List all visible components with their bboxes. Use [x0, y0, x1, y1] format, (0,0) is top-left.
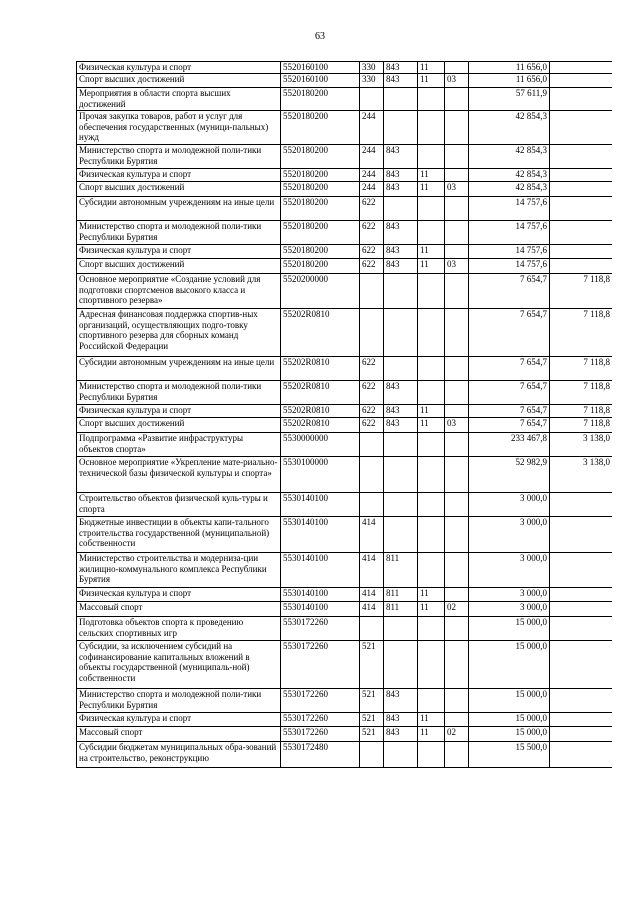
- section-cell: [418, 309, 445, 357]
- subsection-cell: 03: [445, 259, 469, 274]
- amount-next-year-cell: 7 118,8: [550, 381, 613, 405]
- row-name-cell: Массовый спорт: [77, 727, 281, 742]
- section-cell: [418, 742, 445, 768]
- section-cell: 11: [418, 727, 445, 742]
- target-code-cell: 55202R0810: [281, 381, 360, 405]
- subsection-cell: 02: [445, 727, 469, 742]
- subsection-cell: [445, 381, 469, 405]
- table-row: [77, 493, 613, 517]
- table-row: [77, 111, 613, 145]
- amount-cell: 15 500,0: [469, 742, 550, 768]
- expense-type-cell: 622: [360, 405, 384, 418]
- amount-cell: 14 757,6: [469, 259, 550, 274]
- row-name-cell: Субсидии автономным учреждениям на иные цели: [77, 357, 281, 381]
- subsection-cell: [445, 713, 469, 727]
- department-cell: [384, 88, 418, 111]
- row-name-cell: Подготовка объектов спорта к проведению сельских спортивных игр: [77, 617, 281, 641]
- expense-type-cell: [360, 88, 384, 111]
- amount-next-year-cell: [550, 245, 613, 259]
- target-code-cell: 5520160100: [281, 74, 360, 88]
- amount-next-year-cell: [550, 641, 613, 689]
- target-code-cell: 5530172260: [281, 641, 360, 689]
- amount-next-year-cell: [550, 197, 613, 221]
- expense-type-cell: 414: [360, 602, 384, 617]
- section-cell: 11: [418, 602, 445, 617]
- department-cell: [384, 309, 418, 357]
- expense-type-cell: 521: [360, 689, 384, 713]
- amount-cell: 42 854,3: [469, 182, 550, 197]
- amount-cell: 3 000,0: [469, 517, 550, 553]
- row-name-cell: Прочая закупка товаров, работ и услуг для обеспечения государственных (муници-пальных) нужд: [77, 111, 281, 145]
- target-code-cell: 5520200000: [281, 274, 360, 309]
- department-cell: 843: [384, 62, 418, 74]
- expense-type-cell: 414: [360, 553, 384, 588]
- section-cell: 11: [418, 418, 445, 433]
- section-cell: [418, 197, 445, 221]
- department-cell: [384, 111, 418, 145]
- target-code-cell: 5520180200: [281, 259, 360, 274]
- amount-cell: 7 654,7: [469, 357, 550, 381]
- amount-next-year-cell: 7 118,8: [550, 405, 613, 418]
- target-code-cell: 5520180200: [281, 182, 360, 197]
- section-cell: [418, 433, 445, 457]
- amount-next-year-cell: 7 118,8: [550, 274, 613, 309]
- subsection-cell: [445, 357, 469, 381]
- department-cell: [384, 357, 418, 381]
- amount-next-year-cell: [550, 145, 613, 169]
- row-name-cell: Мероприятия в области спорта высших достижений: [77, 88, 281, 111]
- department-cell: 843: [384, 259, 418, 274]
- amount-cell: 7 654,7: [469, 418, 550, 433]
- department-cell: [384, 493, 418, 517]
- table-row: [77, 742, 613, 768]
- expense-type-cell: 622: [360, 197, 384, 221]
- table-row: [77, 145, 613, 169]
- amount-cell: 3 000,0: [469, 588, 550, 602]
- row-name-cell: Министерство спорта и молодежной поли-тики Республики Бурятия: [77, 221, 281, 245]
- expense-type-cell: 622: [360, 259, 384, 274]
- expense-type-cell: [360, 309, 384, 357]
- row-name-cell: Спорт высших достижений: [77, 259, 281, 274]
- expense-type-cell: [360, 493, 384, 517]
- amount-cell: 3 000,0: [469, 493, 550, 517]
- department-cell: [384, 274, 418, 309]
- row-name-cell: Физическая культура и спорт: [77, 405, 281, 418]
- amount-cell: 15 000,0: [469, 689, 550, 713]
- expense-type-cell: 414: [360, 517, 384, 553]
- target-code-cell: 55202R0810: [281, 418, 360, 433]
- department-cell: [384, 641, 418, 689]
- section-cell: [418, 641, 445, 689]
- table-row: [77, 169, 613, 182]
- section-cell: 11: [418, 713, 445, 727]
- row-name-cell: Бюджетные инвестиции в объекты капи-тального строительства государственной (муниципальной) собственности: [77, 517, 281, 553]
- row-name-cell: Спорт высших достижений: [77, 182, 281, 197]
- section-cell: [418, 689, 445, 713]
- amount-cell: 11 656,0: [469, 74, 550, 88]
- target-code-cell: 5530140100: [281, 553, 360, 588]
- row-name-cell: Субсидии бюджетам муниципальных обра-зований на строительство, реконструкцию: [77, 742, 281, 768]
- department-cell: 843: [384, 713, 418, 727]
- subsection-cell: [445, 169, 469, 182]
- department-cell: 843: [384, 405, 418, 418]
- section-cell: [418, 553, 445, 588]
- expense-type-cell: 622: [360, 357, 384, 381]
- amount-next-year-cell: [550, 602, 613, 617]
- expense-type-cell: 622: [360, 418, 384, 433]
- table-row: [77, 617, 613, 641]
- table-row: [77, 641, 613, 689]
- amount-next-year-cell: [550, 742, 613, 768]
- row-name-cell: Физическая культура и спорт: [77, 169, 281, 182]
- department-cell: 843: [384, 418, 418, 433]
- target-code-cell: 5530172260: [281, 727, 360, 742]
- expense-type-cell: 244: [360, 145, 384, 169]
- amount-cell: 7 654,7: [469, 309, 550, 357]
- expense-type-cell: 244: [360, 111, 384, 145]
- amount-next-year-cell: [550, 588, 613, 602]
- table-row: [77, 418, 613, 433]
- amount-cell: 14 757,6: [469, 197, 550, 221]
- subsection-cell: [445, 62, 469, 74]
- amount-next-year-cell: 7 118,8: [550, 418, 613, 433]
- subsection-cell: [445, 197, 469, 221]
- page-number: 63: [315, 31, 325, 42]
- target-code-cell: 5530140100: [281, 517, 360, 553]
- amount-cell: 15 000,0: [469, 641, 550, 689]
- amount-cell: 52 982,9: [469, 457, 550, 493]
- section-cell: [418, 88, 445, 111]
- section-cell: [418, 517, 445, 553]
- department-cell: 843: [384, 727, 418, 742]
- amount-next-year-cell: [550, 553, 613, 588]
- section-cell: 11: [418, 259, 445, 274]
- expense-type-cell: 622: [360, 245, 384, 259]
- table-row: [77, 309, 613, 357]
- table-row: [77, 245, 613, 259]
- amount-next-year-cell: [550, 221, 613, 245]
- row-name-cell: Министерство спорта и молодежной поли-тики Республики Бурятия: [77, 689, 281, 713]
- section-cell: 11: [418, 169, 445, 182]
- section-cell: 11: [418, 74, 445, 88]
- expense-type-cell: 244: [360, 169, 384, 182]
- amount-next-year-cell: [550, 259, 613, 274]
- subsection-cell: [445, 274, 469, 309]
- amount-next-year-cell: [550, 182, 613, 197]
- amount-next-year-cell: 7 118,8: [550, 309, 613, 357]
- expense-type-cell: 244: [360, 182, 384, 197]
- target-code-cell: 5530172260: [281, 689, 360, 713]
- amount-next-year-cell: [550, 74, 613, 88]
- table-row: [77, 713, 613, 727]
- subsection-cell: [445, 309, 469, 357]
- amount-next-year-cell: [550, 62, 613, 74]
- amount-next-year-cell: [550, 517, 613, 553]
- amount-cell: 57 611,9: [469, 88, 550, 111]
- expense-type-cell: 330: [360, 62, 384, 74]
- table-row: [77, 274, 613, 309]
- table-row: [77, 182, 613, 197]
- row-name-cell: Физическая культура и спорт: [77, 245, 281, 259]
- subsection-cell: [445, 553, 469, 588]
- amount-next-year-cell: [550, 493, 613, 517]
- amount-next-year-cell: [550, 689, 613, 713]
- target-code-cell: 5530172480: [281, 742, 360, 768]
- department-cell: [384, 197, 418, 221]
- subsection-cell: [445, 88, 469, 111]
- table-row: [77, 221, 613, 245]
- subsection-cell: 03: [445, 418, 469, 433]
- amount-cell: 42 854,3: [469, 111, 550, 145]
- table-row: [77, 433, 613, 457]
- row-name-cell: Основное мероприятие «Создание условий для подготовки спортсменов высокого класса и спортивного резерва»: [77, 274, 281, 309]
- amount-next-year-cell: [550, 727, 613, 742]
- subsection-cell: [445, 742, 469, 768]
- row-name-cell: Строительство объектов физической куль-туры и спорта: [77, 493, 281, 517]
- target-code-cell: 5530100000: [281, 457, 360, 493]
- row-name-cell: Основное мероприятие «Укрепление мате-риально-технической базы физической культуры и спорта»: [77, 457, 281, 493]
- table-row: [77, 457, 613, 493]
- table-row: [77, 517, 613, 553]
- section-cell: [418, 274, 445, 309]
- department-cell: 843: [384, 74, 418, 88]
- target-code-cell: 5530140100: [281, 602, 360, 617]
- amount-cell: 7 654,7: [469, 274, 550, 309]
- department-cell: [384, 517, 418, 553]
- section-cell: 11: [418, 62, 445, 74]
- row-name-cell: Физическая культура и спорт: [77, 588, 281, 602]
- amount-next-year-cell: 3 138,0: [550, 433, 613, 457]
- target-code-cell: 5530140100: [281, 493, 360, 517]
- section-cell: [418, 617, 445, 641]
- table-row: [77, 357, 613, 381]
- row-name-cell: Массовый спорт: [77, 602, 281, 617]
- section-cell: [418, 493, 445, 517]
- subsection-cell: [445, 221, 469, 245]
- target-code-cell: 55202R0810: [281, 309, 360, 357]
- budget-table: [76, 61, 612, 768]
- department-cell: 811: [384, 588, 418, 602]
- amount-cell: 15 000,0: [469, 727, 550, 742]
- amount-cell: 14 757,6: [469, 245, 550, 259]
- department-cell: 843: [384, 221, 418, 245]
- table-row: [77, 689, 613, 713]
- target-code-cell: 5530140100: [281, 588, 360, 602]
- expense-type-cell: 521: [360, 727, 384, 742]
- row-name-cell: Министерство спорта и молодежной поли-тики Республики Бурятия: [77, 381, 281, 405]
- table-row: [77, 602, 613, 617]
- amount-cell: 11 656,0: [469, 62, 550, 74]
- department-cell: 843: [384, 689, 418, 713]
- row-name-cell: Министерство строительства и модерниза-ции жилищно-коммунального комплекса Республики Бурятия: [77, 553, 281, 588]
- amount-next-year-cell: 7 118,8: [550, 357, 613, 381]
- amount-next-year-cell: [550, 617, 613, 641]
- section-cell: 11: [418, 588, 445, 602]
- expense-type-cell: [360, 274, 384, 309]
- row-name-cell: Министерство спорта и молодежной поли-тики Республики Бурятия: [77, 145, 281, 169]
- subsection-cell: [445, 641, 469, 689]
- department-cell: 811: [384, 602, 418, 617]
- expense-type-cell: [360, 433, 384, 457]
- row-name-cell: Физическая культура и спорт: [77, 62, 281, 74]
- expense-type-cell: 521: [360, 641, 384, 689]
- amount-cell: 15 000,0: [469, 713, 550, 727]
- amount-cell: 7 654,7: [469, 381, 550, 405]
- amount-cell: 15 000,0: [469, 617, 550, 641]
- subsection-cell: [445, 245, 469, 259]
- table-row: [77, 259, 613, 274]
- department-cell: 843: [384, 145, 418, 169]
- row-name-cell: Субсидии, за исключением субсидий на софинансирование капитальных вложений в объекты государственной (муниципаль-ной) собственности: [77, 641, 281, 689]
- subsection-cell: [445, 111, 469, 145]
- amount-next-year-cell: 3 138,0: [550, 457, 613, 493]
- target-code-cell: 5520180200: [281, 145, 360, 169]
- amount-next-year-cell: [550, 111, 613, 145]
- expense-type-cell: 330: [360, 74, 384, 88]
- department-cell: [384, 617, 418, 641]
- amount-next-year-cell: [550, 88, 613, 111]
- department-cell: 843: [384, 245, 418, 259]
- section-cell: [418, 457, 445, 493]
- target-code-cell: 5520160100: [281, 62, 360, 74]
- target-code-cell: 55202R0810: [281, 405, 360, 418]
- target-code-cell: 5520180200: [281, 245, 360, 259]
- amount-next-year-cell: [550, 169, 613, 182]
- row-name-cell: Субсидии автономным учреждениям на иные цели: [77, 197, 281, 221]
- amount-cell: 7 654,7: [469, 405, 550, 418]
- target-code-cell: 5530000000: [281, 433, 360, 457]
- amount-cell: 42 854,3: [469, 145, 550, 169]
- target-code-cell: 5530172260: [281, 617, 360, 641]
- department-cell: [384, 433, 418, 457]
- amount-cell: 42 854,3: [469, 169, 550, 182]
- subsection-cell: [445, 588, 469, 602]
- section-cell: 11: [418, 245, 445, 259]
- table-row: [77, 74, 613, 88]
- subsection-cell: 02: [445, 602, 469, 617]
- subsection-cell: [445, 457, 469, 493]
- subsection-cell: [445, 145, 469, 169]
- subsection-cell: 03: [445, 74, 469, 88]
- subsection-cell: [445, 689, 469, 713]
- target-code-cell: 55202R0810: [281, 357, 360, 381]
- row-name-cell: Спорт высших достижений: [77, 418, 281, 433]
- amount-cell: 3 000,0: [469, 553, 550, 588]
- amount-cell: 3 000,0: [469, 602, 550, 617]
- target-code-cell: 5530172260: [281, 713, 360, 727]
- amount-cell: 233 467,8: [469, 433, 550, 457]
- table-row: [77, 88, 613, 111]
- target-code-cell: 5520180200: [281, 197, 360, 221]
- expense-type-cell: [360, 617, 384, 641]
- subsection-cell: [445, 493, 469, 517]
- subsection-cell: [445, 517, 469, 553]
- amount-cell: 14 757,6: [469, 221, 550, 245]
- expense-type-cell: 521: [360, 713, 384, 727]
- department-cell: [384, 457, 418, 493]
- expense-type-cell: 622: [360, 381, 384, 405]
- section-cell: [418, 357, 445, 381]
- subsection-cell: [445, 433, 469, 457]
- section-cell: [418, 221, 445, 245]
- table-row: [77, 197, 613, 221]
- table-row: [77, 727, 613, 742]
- department-cell: 843: [384, 381, 418, 405]
- expense-type-cell: [360, 457, 384, 493]
- table-body: [77, 62, 613, 768]
- target-code-cell: 5520180200: [281, 221, 360, 245]
- expense-type-cell: [360, 742, 384, 768]
- table-row: [77, 405, 613, 418]
- table-row: [77, 588, 613, 602]
- section-cell: 11: [418, 182, 445, 197]
- section-cell: 11: [418, 405, 445, 418]
- department-cell: 843: [384, 182, 418, 197]
- department-cell: 843: [384, 169, 418, 182]
- row-name-cell: Адресная финансовая поддержка спортив-ных организаций, осуществляющих подго-товку спортивного резерва для сборных команд Российской Федерации: [77, 309, 281, 357]
- table-row: [77, 381, 613, 405]
- table-row: [77, 62, 613, 74]
- row-name-cell: Спорт высших достижений: [77, 74, 281, 88]
- subsection-cell: [445, 405, 469, 418]
- table-row: [77, 553, 613, 588]
- subsection-cell: [445, 617, 469, 641]
- expense-type-cell: 414: [360, 588, 384, 602]
- expense-type-cell: 622: [360, 221, 384, 245]
- department-cell: [384, 742, 418, 768]
- section-cell: [418, 145, 445, 169]
- section-cell: [418, 381, 445, 405]
- department-cell: 811: [384, 553, 418, 588]
- row-name-cell: Подпрограмма «Развитие инфраструктуры объектов спорта»: [77, 433, 281, 457]
- subsection-cell: 03: [445, 182, 469, 197]
- target-code-cell: 5520180200: [281, 111, 360, 145]
- target-code-cell: 5520180200: [281, 169, 360, 182]
- target-code-cell: 5520180200: [281, 88, 360, 111]
- row-name-cell: Физическая культура и спорт: [77, 713, 281, 727]
- amount-next-year-cell: [550, 713, 613, 727]
- section-cell: [418, 111, 445, 145]
